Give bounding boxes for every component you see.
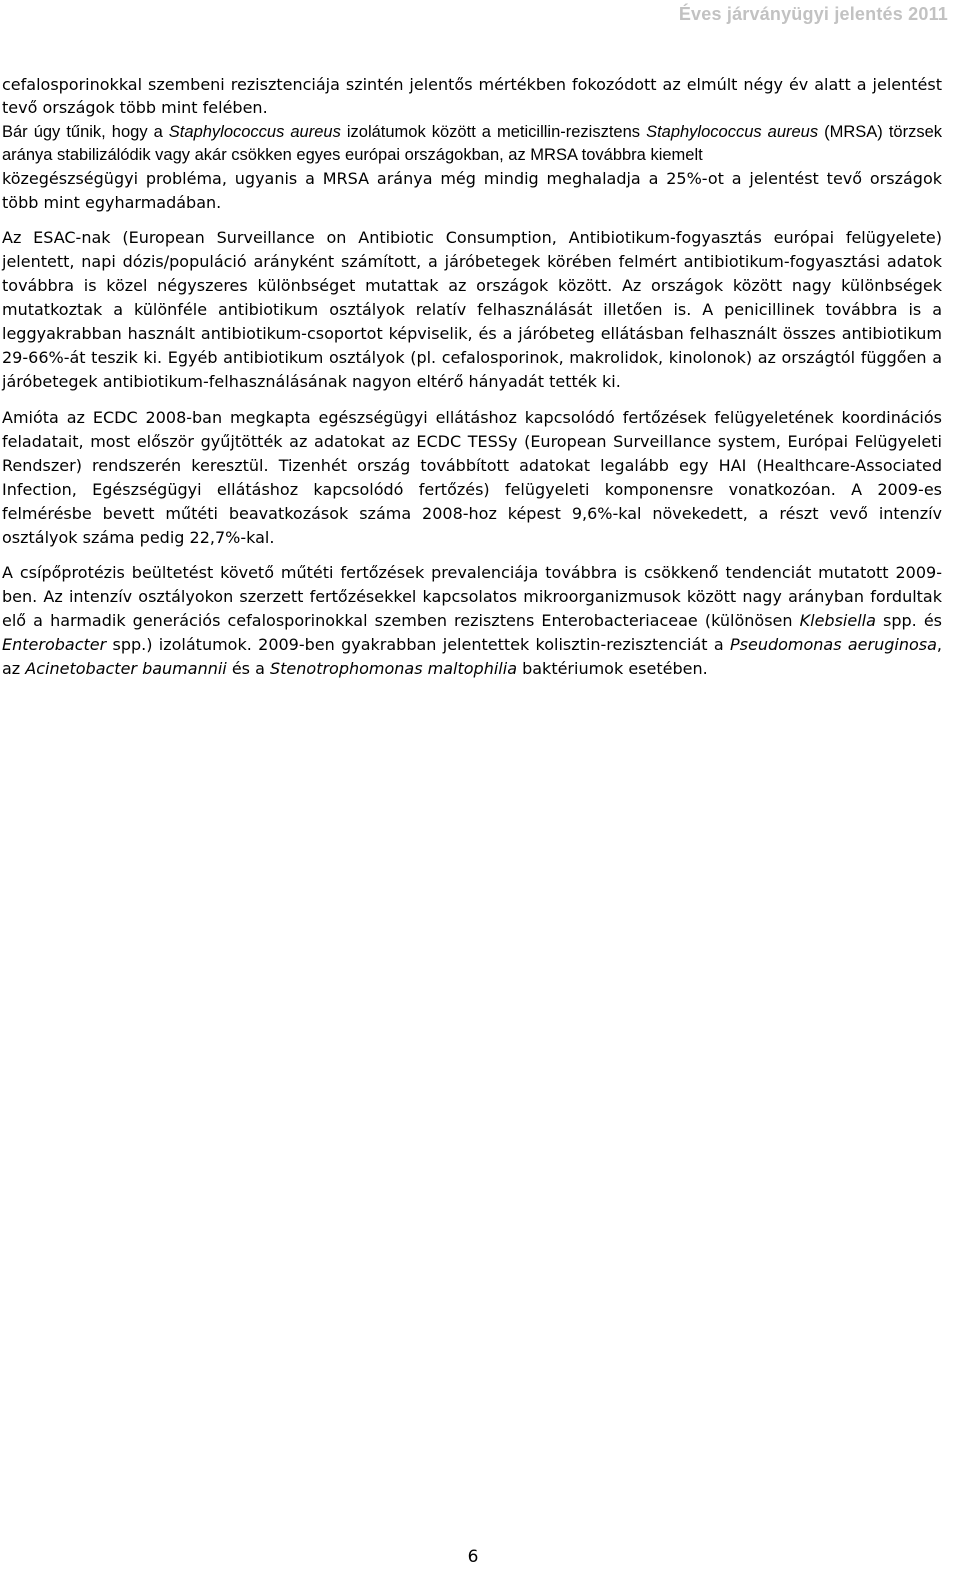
paragraph-hip-prosthesis: A csípőprotézis beültetést követő műtéti fertőzések prevalenciája továbbra is csökkenő tendenciát mutatott 2009-ben. Az intenzív osztályokon szerzett fertőzésekkel kapcsolatos mikroorganizmusok között nagy arányban fordultak elő a harmadik generációs cefalosporinokkal szemben rezisztens Enterobacteriaceae (különösen Klebsiella spp. és Enterobacter spp.) izolátumok. 2009-ben gyakrabban jelentettek kolisztin-rezisztenciát a Pseudomonas aeruginosa, az Acinetobacter baumannii és a Stenotrophomonas maltophilia baktériumok esetében.	[2, 563, 943, 678]
document-body	[2, 73, 942, 692]
paragraph-mrsa-part1: Bár úgy tűnik, hogy a Staphylococcus aureus izolátumok között a meticillin-rezisztens Staphylococcus aureus (MRSA) törzsek aránya stabilizálódik vagy akár csökken egyes európai országokban, az MRSA továbbra kiemelt	[2, 123, 942, 164]
running-header-title: Éves járványügyi jelentés 2011	[678, 4, 948, 24]
paragraph-mrsa	[2, 121, 942, 215]
paragraph-ecdc: Amióta az ECDC 2008-ban megkapta egészségügyi ellátáshoz kapcsolódó fertőzések felügyeletének koordinációs feladatait, most először gyűjtötték az adatokat az ECDC TESSy (European Surveillance system, Európai Felügyeleti Rendszer) rendszerén keresztül. Tizenhét ország továbbított adatokat legalább egy HAI (Healthcare-Associated Infection, Egészségügyi ellátáshoz kapcsolódó fertőzés) felügyeleti komponensre vonatkozóan. A 2009-es felmérésbe bevett műtéti beavatkozások száma 2008-hoz képest 9,6%-kal növekedett, a részt vevő intenzív osztályok száma pedig 22,7%-kal.	[2, 408, 942, 547]
paragraph-carbapenem-continuation: cefalosporinokkal szembeni rezisztenciája szintén jelentős mértékben fokozódott az elmúlt négy év alatt a jelentést tevő országok több mint felében.	[2, 75, 942, 117]
species-name: Staphylococcus aureus	[646, 123, 819, 141]
page-number: 6	[467, 1547, 479, 1567]
species-name: Pseudomonas aeruginosa	[729, 635, 937, 654]
paragraph-esac: Az ESAC-nak (European Surveillance on Antibiotic Consumption, Antibiotikum-fogyasztás európai felügyelete) jelentett, napi dózis/populáció arányként számított, a járóbetegek körében felmért antibiotikum-fogyasztási adatok továbbra is közel négyszeres különbséget mutattak az országok között. Az országok között nagy különbségek mutatkoztak a különféle antibiotikum osztályok relatív felhasználását illetően is. A penicillinek továbbra is a leggyakrabban használt antibiotikum-csoportot képviselik, és a járóbeteg ellátásban felhasznált összes antibiotikum 29-66%-át teszik ki. Egyéb antibiotikum osztályok (pl. cefalosporinok, makrolidok, kinolonok) az országtól függően a járóbetegek antibiotikum-felhasználásának nagyon eltérő hányadát tették ki.	[2, 228, 942, 391]
species-name: Enterobacter	[2, 635, 107, 654]
species-name: Staphylococcus aureus	[168, 123, 341, 141]
paragraph-mrsa-part2: közegészségügyi probléma, ugyanis a MRSA aránya még mindig meghaladja a 25%-ot a jelentést tevő országok több mint egyharmadában.	[2, 169, 942, 212]
species-name: Stenotrophomonas maltophilia	[269, 659, 517, 678]
species-name: Acinetobacter baumannii	[25, 659, 227, 678]
species-name: Klebsiella	[799, 611, 876, 630]
